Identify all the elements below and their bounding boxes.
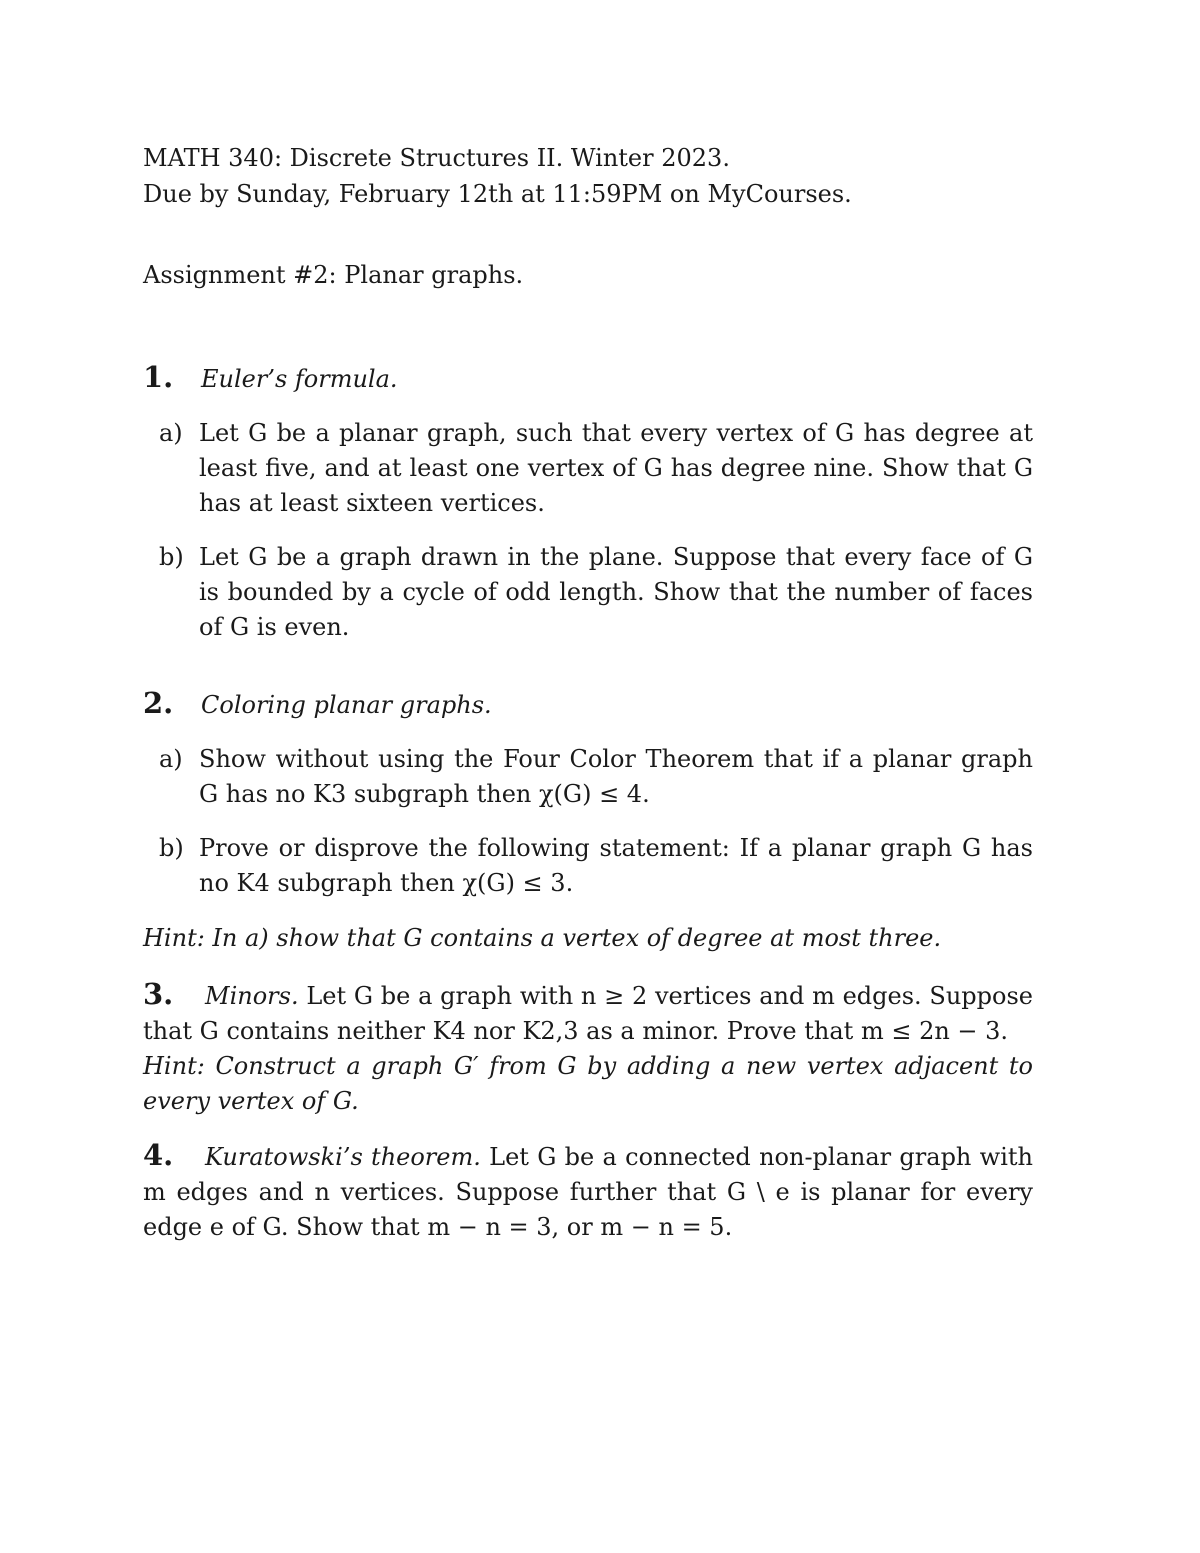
problem-4 <box>143 1138 1033 1245</box>
part-label: a) <box>159 419 183 447</box>
problem-title: Euler’s formula. <box>201 365 398 393</box>
problem-1a <box>159 416 1033 522</box>
problem-1b <box>159 540 1033 646</box>
problem-2-hint: Hint: In a) show that G contains a vertex of degree at most three. <box>143 924 942 952</box>
problem-title: Minors. <box>205 982 299 1010</box>
part-label: b) <box>159 543 184 571</box>
problem-text: Let G be a connected non-planar graph with m edges and n vertices. Suppose further that G \ e is planar for every edge e of G. Show that m − n = 3, or m − n = 5. <box>143 1143 1033 1241</box>
problem-3-hint: Hint: Construct a graph G′ from G by adding a new vertex adjacent to every vertex of G. <box>143 1052 1033 1115</box>
problem-title: Kuratowski’s theorem. <box>205 1143 481 1171</box>
problem-text: Let G be a graph with n ≥ 2 vertices and m edges. Suppose that G contains neither K4 nor K2,3 as a minor. Prove that m ≤ 2n − 3. <box>143 982 1033 1045</box>
course-line: MATH 340: Discrete Structures II. Winter 2023. <box>143 144 730 172</box>
assignment-title: Assignment #2: Planar graphs. <box>143 261 524 289</box>
part-text: Let G be a planar graph, such that every vertex of G has degree at least five, and at least one vertex of G has degree nine. Show that G has at least sixteen vertices. <box>199 419 1033 517</box>
part-label: a) <box>159 745 183 773</box>
part-text: Let G be a graph drawn in the plane. Suppose that every face of G is bounded by a cycle of odd length. Show that the number of faces of G is even. <box>199 543 1033 641</box>
problem-3 <box>143 977 1033 1119</box>
problem-2a <box>159 742 1033 812</box>
problem-number: 2. <box>143 686 174 720</box>
part-label: b) <box>159 834 184 862</box>
problem-1-heading <box>143 360 1033 397</box>
problem-number: 4. <box>143 1138 174 1172</box>
problem-2b <box>159 831 1033 901</box>
part-text: Prove or disprove the following statement: If a planar graph G has no K4 subgraph then χ(G) ≤ 3. <box>199 834 1033 897</box>
problem-2-heading <box>143 686 1033 723</box>
problem-title: Coloring planar graphs. <box>201 691 492 719</box>
problem-number: 3. <box>143 977 174 1011</box>
due-line: Due by Sunday, February 12th at 11:59PM on MyCourses. <box>143 180 852 208</box>
problem-number: 1. <box>143 360 174 394</box>
part-text: Show without using the Four Color Theorem that if a planar graph G has no K3 subgraph then χ(G) ≤ 4. <box>199 745 1033 808</box>
